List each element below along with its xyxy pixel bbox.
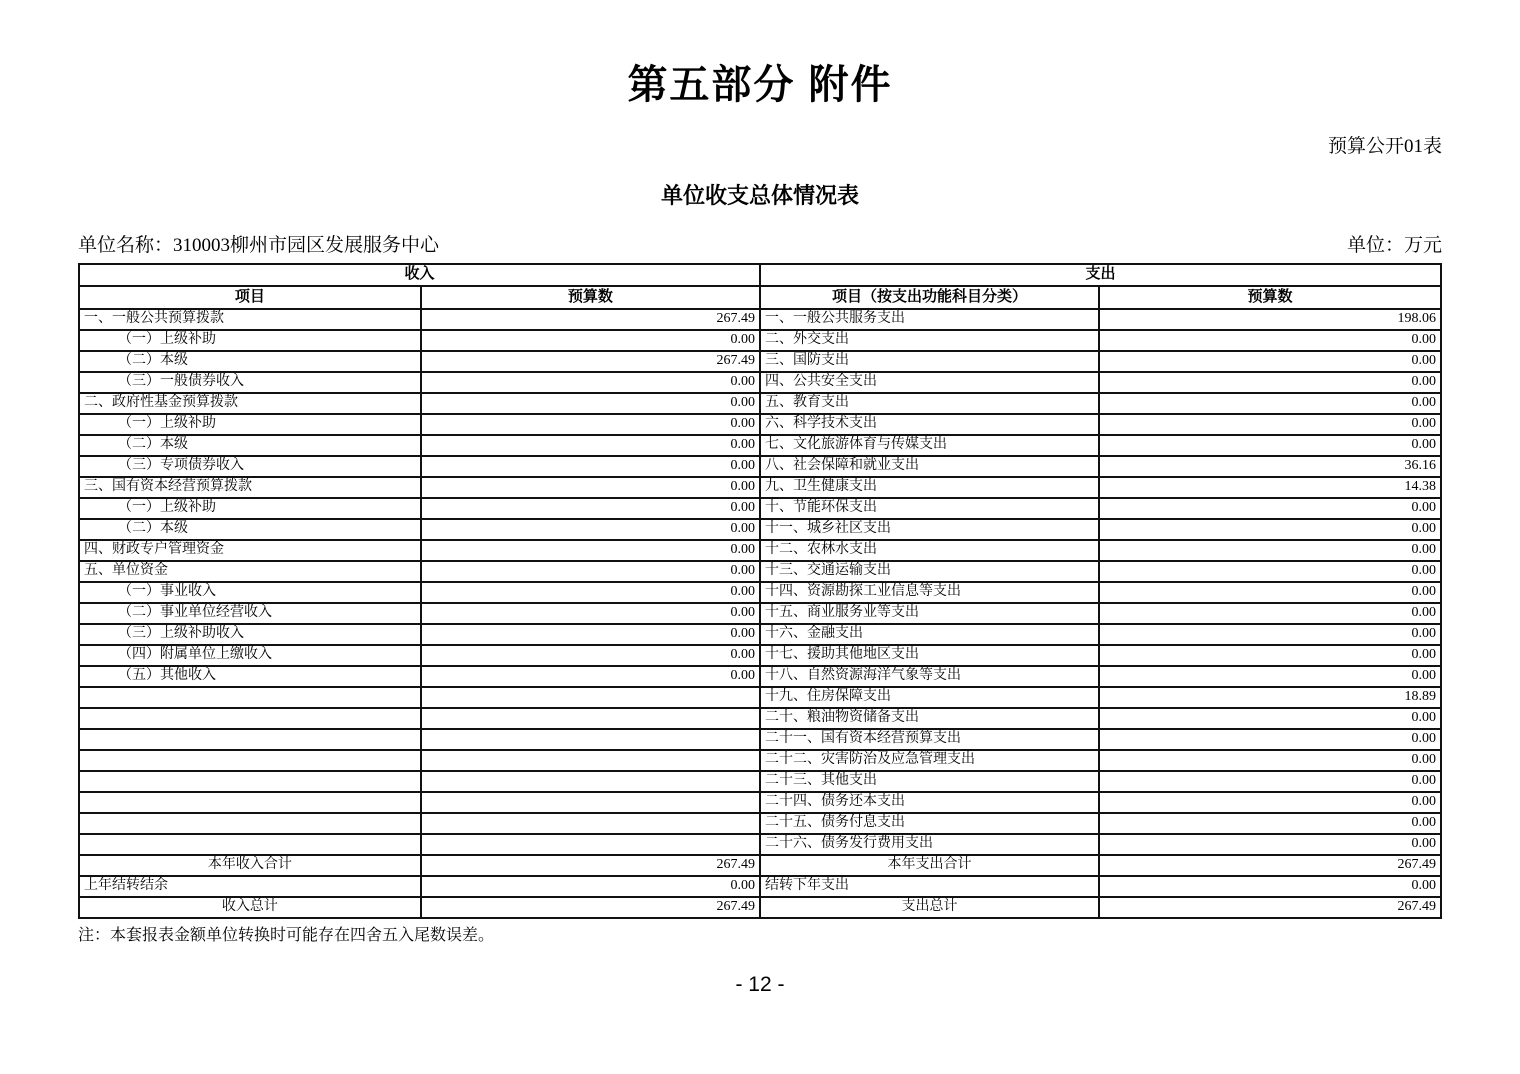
income-value-cell — [421, 771, 760, 792]
income-value-cell — [421, 834, 760, 855]
budget-table — [78, 263, 1442, 919]
income-item-cell: （三）专项债券收入 — [79, 456, 421, 477]
income-value-cell — [421, 708, 760, 729]
table-row — [79, 708, 1441, 729]
table-row — [79, 414, 1441, 435]
expense-total-value-cell: 267.49 — [1099, 855, 1441, 876]
table-title: 单位收支总体情况表 — [660, 182, 859, 208]
expense-item-cell: 十一、城乡社区支出 — [760, 519, 1099, 540]
expense-value-cell: 0.00 — [1099, 351, 1441, 372]
expense-section-header: 支出 — [760, 264, 1441, 286]
expense-value-cell: 0.00 — [1099, 519, 1441, 540]
income-total-label-cell: 本年收入合计 — [79, 855, 421, 876]
income-item-cell — [79, 708, 421, 729]
income-budget-column-header: 预算数 — [421, 286, 760, 309]
expense-value-cell: 0.00 — [1099, 813, 1441, 834]
expense-item-cell: 二十六、债务发行费用支出 — [760, 834, 1099, 855]
expense-item-cell: 二、外交支出 — [760, 330, 1099, 351]
expense-item-cell: 十二、农林水支出 — [760, 540, 1099, 561]
income-item-cell: （一）上级补助 — [79, 330, 421, 351]
income-value-cell: 0.00 — [421, 456, 760, 477]
income-value-cell — [421, 750, 760, 771]
expense-value-cell: 0.00 — [1099, 540, 1441, 561]
income-value-cell: 267.49 — [421, 351, 760, 372]
income-value-cell: 0.00 — [421, 414, 760, 435]
table-row — [79, 519, 1441, 540]
income-item-cell — [79, 813, 421, 834]
income-value-cell: 0.00 — [421, 645, 760, 666]
expense-item-cell: 十八、自然资源海洋气象等支出 — [760, 666, 1099, 687]
income-item-cell: 二、政府性基金预算拨款 — [79, 393, 421, 414]
expense-value-cell: 0.00 — [1099, 372, 1441, 393]
income-item-cell: （二）本级 — [79, 351, 421, 372]
expense-total-value-cell: 267.49 — [1099, 897, 1441, 918]
expense-item-cell: 九、卫生健康支出 — [760, 477, 1099, 498]
expense-item-cell: 十、节能环保支出 — [760, 498, 1099, 519]
expense-value-cell: 0.00 — [1099, 561, 1441, 582]
income-total-label-cell: 收入总计 — [79, 897, 421, 918]
expense-item-cell: 七、文化旅游体育与传媒支出 — [760, 435, 1099, 456]
expense-item-cell: 一、一般公共服务支出 — [760, 309, 1099, 330]
table-row — [79, 582, 1441, 603]
unit-name-label: 单位名称：310003柳州市园区发展服务中心 — [78, 235, 440, 257]
income-value-cell: 0.00 — [421, 603, 760, 624]
income-total-label-cell: 上年结转结余 — [79, 876, 421, 897]
income-item-cell — [79, 834, 421, 855]
income-value-cell: 267.49 — [421, 309, 760, 330]
expense-value-cell: 0.00 — [1099, 708, 1441, 729]
income-item-cell — [79, 771, 421, 792]
expense-total-label-cell: 支出总计 — [760, 897, 1099, 918]
income-item-cell — [79, 729, 421, 750]
expense-value-cell: 198.06 — [1099, 309, 1441, 330]
expense-value-cell: 0.00 — [1099, 834, 1441, 855]
expense-value-cell: 0.00 — [1099, 582, 1441, 603]
expense-item-cell: 二十二、灾害防治及应急管理支出 — [760, 750, 1099, 771]
table-row — [79, 477, 1441, 498]
income-item-cell: 一、一般公共预算拨款 — [79, 309, 421, 330]
income-item-cell: （二）本级 — [79, 435, 421, 456]
expense-item-cell: 八、社会保障和就业支出 — [760, 456, 1099, 477]
expense-total-label-cell: 结转下年支出 — [760, 876, 1099, 897]
form-number-label: 预算公开01表 — [1327, 136, 1442, 157]
income-value-cell: 0.00 — [421, 330, 760, 351]
table-row — [79, 435, 1441, 456]
table-row — [79, 456, 1441, 477]
page-number: - 12 - — [735, 973, 785, 997]
income-item-column-header: 项目 — [79, 286, 421, 309]
income-item-cell: （一）事业收入 — [79, 582, 421, 603]
income-value-cell: 0.00 — [421, 372, 760, 393]
income-item-cell — [79, 792, 421, 813]
income-value-cell: 0.00 — [421, 624, 760, 645]
table-row — [79, 351, 1441, 372]
expense-value-cell: 0.00 — [1099, 393, 1441, 414]
income-total-value-cell: 267.49 — [421, 855, 760, 876]
income-item-cell: （五）其他收入 — [79, 666, 421, 687]
expense-item-column-header: 项目（按支出功能科目分类） — [760, 286, 1099, 309]
expense-item-cell: 二十四、债务还本支出 — [760, 792, 1099, 813]
expense-item-cell: 二十一、国有资本经营预算支出 — [760, 729, 1099, 750]
expense-value-cell: 0.00 — [1099, 750, 1441, 771]
income-item-cell: （一）上级补助 — [79, 414, 421, 435]
expense-value-cell: 0.00 — [1099, 603, 1441, 624]
expense-value-cell: 0.00 — [1099, 792, 1441, 813]
income-value-cell — [421, 729, 760, 750]
income-total-value-cell: 267.49 — [421, 897, 760, 918]
expense-item-cell: 五、教育支出 — [760, 393, 1099, 414]
expense-value-cell: 18.89 — [1099, 687, 1441, 708]
income-value-cell: 0.00 — [421, 540, 760, 561]
table-row — [79, 372, 1441, 393]
column-header-row — [79, 286, 1441, 309]
income-item-cell — [79, 687, 421, 708]
expense-value-cell: 0.00 — [1099, 330, 1441, 351]
table-row — [79, 309, 1441, 330]
table-row — [79, 729, 1441, 750]
income-value-cell: 0.00 — [421, 477, 760, 498]
income-item-cell: （二）事业单位经营收入 — [79, 603, 421, 624]
expense-total-label-cell: 本年支出合计 — [760, 855, 1099, 876]
table-row — [79, 834, 1441, 855]
income-item-cell: 四、财政专户管理资金 — [79, 540, 421, 561]
table-row — [79, 792, 1441, 813]
income-value-cell: 0.00 — [421, 561, 760, 582]
income-value-cell — [421, 792, 760, 813]
table-row — [79, 687, 1441, 708]
expense-item-cell: 十六、金融支出 — [760, 624, 1099, 645]
expense-value-cell: 14.38 — [1099, 477, 1441, 498]
income-item-cell: 五、单位资金 — [79, 561, 421, 582]
expense-value-cell: 0.00 — [1099, 645, 1441, 666]
income-value-cell: 0.00 — [421, 582, 760, 603]
income-item-cell: （三）上级补助收入 — [79, 624, 421, 645]
expense-item-cell: 十九、住房保障支出 — [760, 687, 1099, 708]
income-total-value-cell: 0.00 — [421, 876, 760, 897]
table-row — [79, 645, 1441, 666]
income-value-cell — [421, 813, 760, 834]
income-item-cell: 三、国有资本经营预算拨款 — [79, 477, 421, 498]
table-row — [79, 540, 1441, 561]
expense-budget-column-header: 预算数 — [1099, 286, 1441, 309]
expense-item-cell: 十四、资源勘探工业信息等支出 — [760, 582, 1099, 603]
expense-item-cell: 二十五、债务付息支出 — [760, 813, 1099, 834]
expense-item-cell: 十五、商业服务业等支出 — [760, 603, 1099, 624]
table-row — [79, 624, 1441, 645]
expense-total-value-cell: 0.00 — [1099, 876, 1441, 897]
expense-item-cell: 六、科学技术支出 — [760, 414, 1099, 435]
total-row — [79, 897, 1441, 918]
income-section-header: 收入 — [79, 264, 760, 286]
currency-unit-label: 单位：万元 — [1346, 235, 1442, 257]
income-item-cell: （四）附属单位上缴收入 — [79, 645, 421, 666]
expense-item-cell: 四、公共安全支出 — [760, 372, 1099, 393]
page-title: 第五部分 附件 — [627, 63, 893, 107]
unit-info-row — [78, 235, 1442, 258]
expense-value-cell: 36.16 — [1099, 456, 1441, 477]
income-value-cell: 0.00 — [421, 393, 760, 414]
expense-item-cell: 二十、粮油物资储备支出 — [760, 708, 1099, 729]
table-row — [79, 603, 1441, 624]
footnote: 注：本套报表金额单位转换时可能存在四舍五入尾数误差。 — [78, 926, 495, 944]
income-item-cell — [79, 750, 421, 771]
total-row — [79, 876, 1441, 897]
expense-value-cell: 0.00 — [1099, 414, 1441, 435]
income-value-cell: 0.00 — [421, 519, 760, 540]
table-row — [79, 750, 1441, 771]
table-row — [79, 498, 1441, 519]
table-row — [79, 771, 1441, 792]
expense-value-cell: 0.00 — [1099, 771, 1441, 792]
table-row — [79, 666, 1441, 687]
income-item-cell: （二）本级 — [79, 519, 421, 540]
expense-item-cell: 十七、援助其他地区支出 — [760, 645, 1099, 666]
income-item-cell: （一）上级补助 — [79, 498, 421, 519]
table-row — [79, 813, 1441, 834]
table-row — [79, 561, 1441, 582]
expense-item-cell: 十三、交通运输支出 — [760, 561, 1099, 582]
expense-value-cell: 0.00 — [1099, 498, 1441, 519]
expense-value-cell: 0.00 — [1099, 435, 1441, 456]
income-item-cell: （三）一般债券收入 — [79, 372, 421, 393]
expense-value-cell: 0.00 — [1099, 666, 1441, 687]
expense-item-cell: 二十三、其他支出 — [760, 771, 1099, 792]
expense-value-cell: 0.00 — [1099, 624, 1441, 645]
table-row — [79, 393, 1441, 414]
income-value-cell: 0.00 — [421, 498, 760, 519]
section-header-row — [79, 264, 1441, 286]
expense-item-cell: 三、国防支出 — [760, 351, 1099, 372]
total-row — [79, 855, 1441, 876]
income-value-cell: 0.00 — [421, 666, 760, 687]
income-value-cell — [421, 687, 760, 708]
table-row — [79, 330, 1441, 351]
expense-value-cell: 0.00 — [1099, 729, 1441, 750]
income-value-cell: 0.00 — [421, 435, 760, 456]
